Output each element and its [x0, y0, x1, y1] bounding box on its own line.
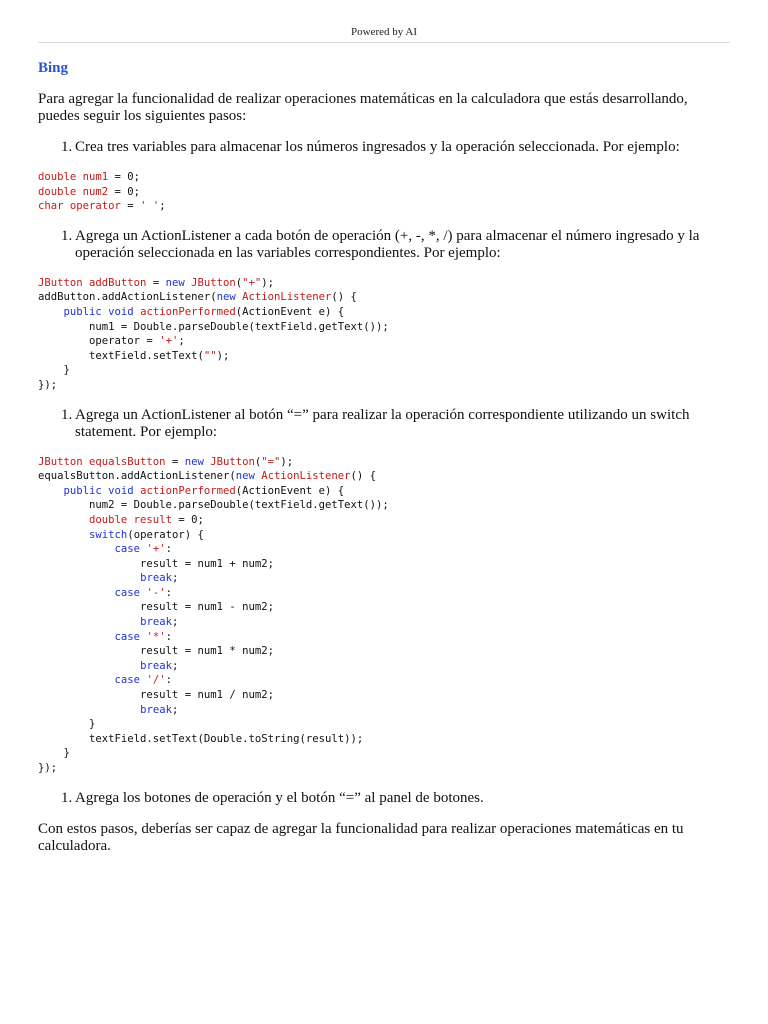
code-line [38, 334, 730, 349]
code-line [38, 469, 730, 484]
code-token: result = num1 + num2; [38, 557, 274, 570]
code-token: ; [171, 703, 179, 716]
document-page [38, 0, 730, 855]
code-token: } [38, 747, 70, 760]
code-line [38, 378, 730, 393]
code-line [38, 349, 730, 364]
step-text: Agrega un ActionListener a cada botón de operación (+, -, *, /) para almacenar el número ingresado y la operación seleccionada en las variables correspondientes. Por ejemplo: [75, 227, 700, 261]
code-token: num2 = Double.parseDouble(textField.getText()); [38, 499, 389, 512]
code-token: JButton [210, 455, 255, 468]
code-token: = 0; [171, 513, 204, 526]
step-number: 1. [61, 406, 73, 423]
code-token: ); [216, 349, 230, 362]
code-block [38, 455, 730, 776]
code-token [38, 704, 140, 716]
code-line [38, 615, 730, 630]
code-token [38, 306, 64, 318]
code-token: = [146, 276, 166, 289]
step-text: Agrega los botones de operación y el botón “=” al panel de botones. [75, 789, 484, 806]
code-token [38, 674, 115, 686]
code-token: result = num1 / num2; [38, 689, 274, 702]
code-block [38, 276, 730, 393]
code-token [38, 660, 140, 672]
code-token: '-' [146, 586, 166, 599]
code-line [38, 290, 730, 305]
code-token [38, 529, 89, 541]
code-token: = [120, 200, 141, 213]
step-number: 1. [61, 227, 73, 244]
code-line [38, 484, 730, 499]
code-token: result = num1 * num2; [38, 645, 274, 658]
code-token: ; [171, 659, 179, 672]
code-token: ' ' [140, 200, 160, 213]
code-token: new [165, 276, 185, 289]
code-token: ; [159, 200, 166, 213]
code-token: textField.setText( [38, 349, 204, 362]
code-token: : [165, 630, 172, 643]
code-token: '/' [146, 674, 166, 687]
code-token: JButton [191, 276, 236, 289]
conclusion-paragraph: Con estos pasos, deberías ser capaz de agregar la funcionalidad para realizar operaciones matemáticas en tu calculadora. [38, 820, 684, 854]
code-token: case [114, 630, 141, 643]
code-line [38, 746, 730, 761]
code-line [38, 513, 730, 528]
code-token: ActionListener [261, 470, 351, 483]
code-line [38, 542, 730, 557]
code-line [38, 644, 730, 659]
code-token: break [140, 703, 172, 716]
step-text: Crea tres variables para almacenar los números ingresados y la operación seleccionada. Por ejemplo: [75, 139, 680, 155]
code-token: ; [171, 616, 179, 629]
step-text: Agrega un ActionListener al botón “=” para realizar la operación correspondiente utilizando un switch statement. Por ejemplo: [75, 406, 690, 440]
code-token: break [140, 572, 172, 585]
code-token [38, 572, 140, 584]
code-line [38, 320, 730, 335]
code-token: public void [63, 305, 134, 318]
code-token: "=" [261, 455, 281, 468]
code-line [38, 732, 730, 747]
code-token: () { [331, 291, 357, 304]
code-line [38, 761, 730, 776]
code-block [38, 170, 730, 214]
code-token [38, 514, 89, 526]
code-token [38, 543, 115, 555]
code-token [38, 587, 115, 599]
code-token: operator = [38, 335, 160, 348]
code-token: double num2 [38, 185, 109, 198]
code-token: ActionListener [242, 291, 332, 304]
code-line [38, 600, 730, 615]
code-line [38, 571, 730, 586]
code-token: double num1 [38, 171, 109, 183]
code-token [38, 631, 115, 643]
code-line [38, 659, 730, 674]
code-token: = 0; [108, 171, 141, 183]
code-line [38, 185, 730, 200]
code-line [38, 455, 730, 470]
code-token: new [184, 455, 204, 468]
code-token: '+' [159, 335, 179, 348]
code-token: new [235, 470, 255, 483]
code-line [38, 276, 730, 291]
code-token: break [140, 659, 172, 672]
code-line [38, 528, 730, 543]
code-token: actionPerformed [140, 484, 236, 497]
code-line [38, 498, 730, 513]
code-line [38, 557, 730, 572]
code-token: ); [280, 455, 294, 468]
code-token: ( [254, 455, 262, 468]
code-token: "" [203, 349, 217, 362]
code-token: ; [178, 335, 185, 348]
code-line [38, 305, 730, 320]
code-token: public void [63, 484, 134, 497]
code-token: : [165, 586, 172, 599]
code-line [38, 586, 730, 601]
code-token: "+" [242, 276, 262, 289]
code-token: textField.setText(Double.toString(result)); [38, 732, 364, 745]
code-token: num1 = Double.parseDouble(textField.getText()); [38, 320, 389, 333]
code-token: } [38, 718, 96, 731]
code-token: = [165, 455, 185, 468]
code-line [38, 170, 730, 185]
code-line [38, 703, 730, 718]
step-item [38, 228, 730, 262]
code-token: (ActionEvent e) { [235, 305, 345, 318]
code-token: = 0; [108, 185, 141, 198]
code-token: : [165, 543, 172, 556]
code-line [38, 630, 730, 645]
code-token: ; [171, 572, 179, 585]
code-token: new [216, 291, 236, 304]
code-line [38, 199, 730, 214]
code-token: equalsButton.addActionListener( [38, 470, 236, 483]
code-token: break [140, 616, 172, 629]
brand-title: Bing [38, 60, 69, 76]
code-token: case [114, 543, 141, 556]
code-token: result = num1 - num2; [38, 601, 274, 614]
powered-by-header: Powered by AI [38, 0, 730, 43]
step-item [38, 407, 730, 441]
step-number: 1. [61, 789, 73, 806]
code-token: ( [235, 276, 243, 289]
code-token: '*' [146, 630, 166, 643]
code-token: JButton equalsButton [38, 455, 166, 468]
step-item [38, 790, 730, 807]
code-line [38, 363, 730, 378]
code-token: case [114, 586, 141, 599]
code-line [38, 673, 730, 688]
code-token: }); [38, 378, 58, 391]
code-token [38, 485, 64, 497]
code-token: () { [350, 470, 377, 483]
step-number: 1. [61, 139, 73, 155]
code-line [38, 688, 730, 703]
code-token: } [38, 364, 70, 377]
code-token: '+' [146, 543, 166, 556]
code-token: switch [89, 528, 128, 541]
code-token: }); [38, 762, 58, 774]
step-item [38, 139, 730, 156]
code-token: actionPerformed [140, 305, 236, 318]
code-token: double result [89, 513, 172, 526]
code-token: ); [261, 276, 275, 289]
intro-paragraph: Para agregar la funcionalidad de realizar operaciones matemáticas en la calculadora que estás desarrollando, puedes seguir los siguientes pasos: [38, 91, 688, 124]
code-token: : [165, 674, 172, 687]
code-token: (ActionEvent e) { [235, 484, 345, 497]
code-token: case [114, 674, 141, 687]
code-token: char operator [38, 200, 121, 213]
code-token: addButton.addActionListener( [38, 291, 217, 304]
code-token: (operator) { [127, 528, 204, 541]
code-line [38, 717, 730, 732]
code-token: JButton addButton [38, 276, 147, 289]
code-token [38, 616, 140, 628]
